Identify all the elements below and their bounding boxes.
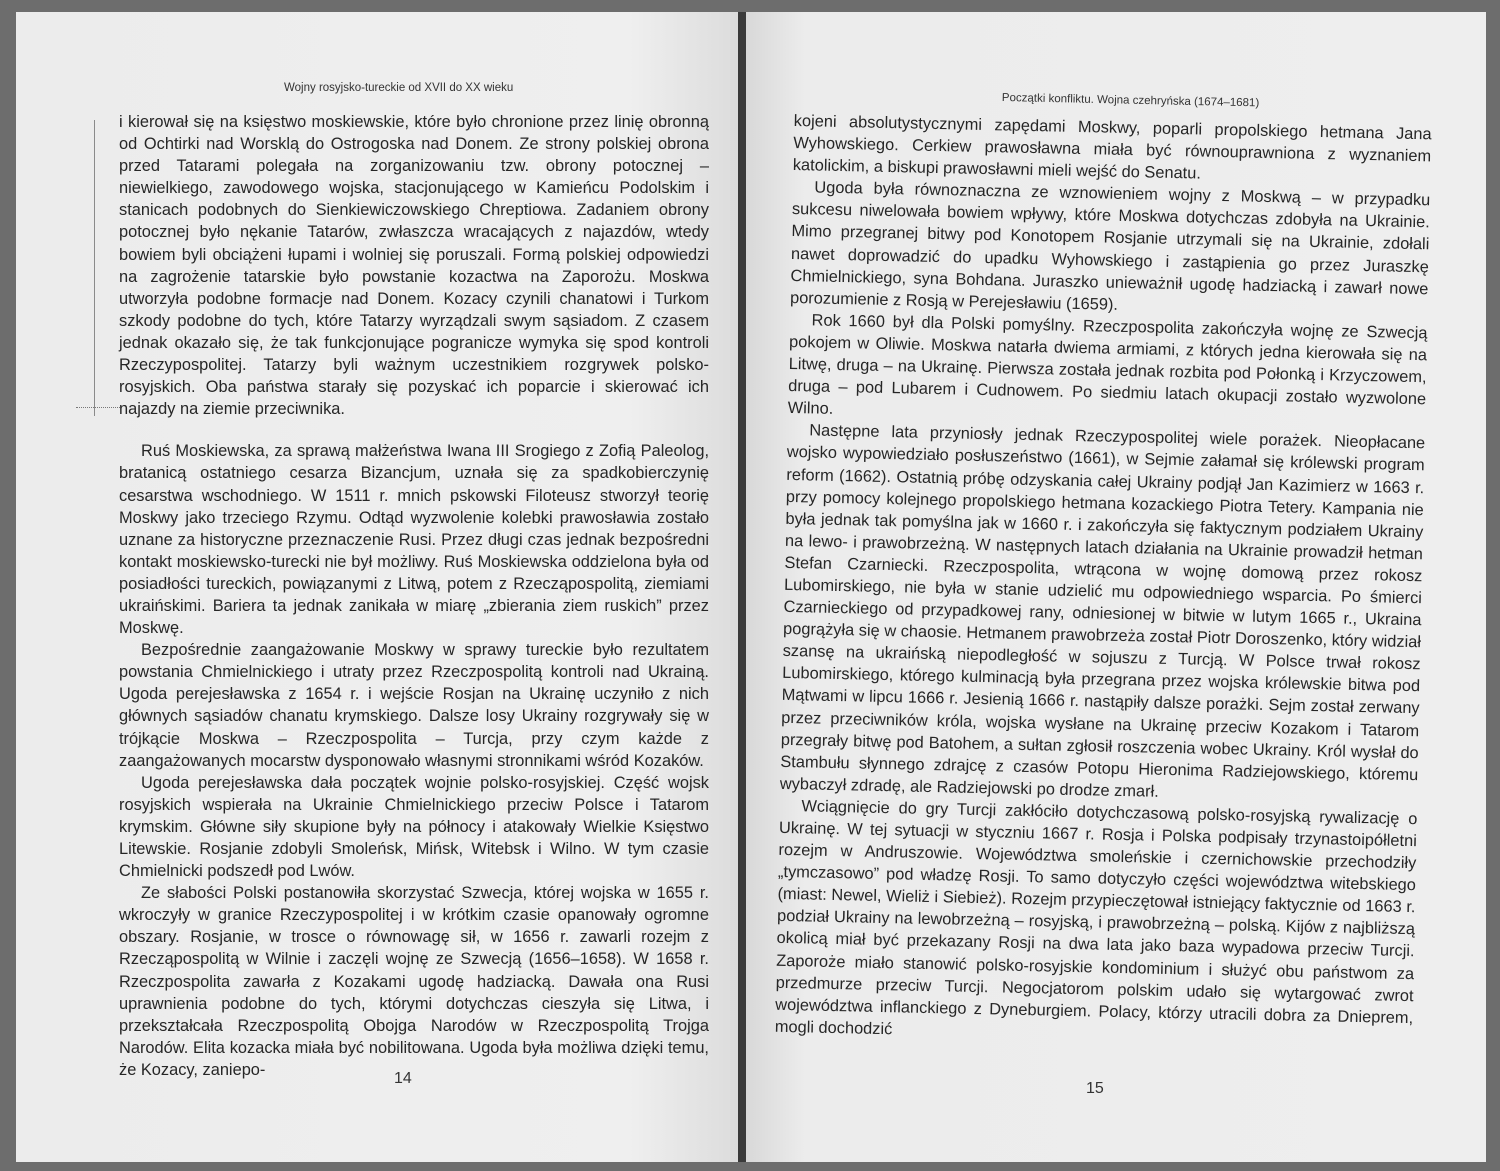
paragraph: Ze słabości Polski postanowiła skorzystać Szwecja, której wojska w 1655 r. wkroczyły w granice Rzeczypospolitej i w krótkim czasie opanowały ogromne obszary. Rosjanie, w trosce o równowagę sił, w 1656 r. zawarli rozejm z Rzecząpospolitą w Wilnie i zaczęli wojnę ze Szwecją (1656–1658). W 1658 r. Rzeczpospolita zawarła z Kozakami ugodę hadziacką. Dawała ona Rusi uprawnienia podobne do tych, którymi dotychczas cieszyła się Litwa, i przekształcała Rzeczpospolitą Obojga Narodów w Rzeczpospolitą Trojga Narodów. Elita kozacka miała być nobilitowana. Ugoda była możliwa dzięki temu, że Kozacy, zaniepo- [119,884,709,1079]
right-page [746,12,1486,1162]
paragraph: Ruś Moskiewska, za sprawą małżeństwa Iwana III Srogiego z Zofią Paleolog, bratanicą ostatniego cesarza Bizancjum, uznała się za spadkobierczynię cesarstwa wschodniego. W 1511 r. mnich pskowski Filoteusz stworzył teorię Moskwy jako trzeciego Rzymu. Odtąd wyzwolenie kolebki prawosławia zostało uznane za historyczne przeznaczenie Rusi. Przez długi czas jednak bezpośredni kontakt moskiewsko-turecki nie był możliwy. Ruś Moskiewska oddzielona była od posiadłości tureckich, powiązanymi z Litwą, potem z Rzecząpospolitą, ziemiami ukraińskimi. Bariera ta jednak zanikała w miarę „zbierania ziem ruskich” przez Moskwę. [119,442,709,638]
left-page-text [119,111,709,1081]
margin-mark-dots [76,407,120,408]
paragraph: Bezpośrednie zaangażowanie Moskwy w sprawy tureckie było rezultatem powstania Chmielnickiego i utraty przez Rzeczpospolitą kontroli nad Ukrainą. Ugoda perejesławska z 1654 r. i wejście Rosjan na Ukrainę uczyniło z nich głównych sąsiadów chanatu krymskiego. Dalsze losy Ukrainy rozgrywały się w trójkącie Moskwa – Rzeczpospolita – Turcja, przy czym każde z zaangażowanych mocarstw dysponowało własnymi stronnikami wśród Kozaków. [119,641,709,770]
margin-mark-line [94,120,95,416]
paragraph: Ugoda była równoznaczna ze wznowieniem wojny z Moskwą – w przypadku sukcesu niwelowała bowiem wpływy, które Moskwa dotychczas zdobyła na Ukrainie. Mimo przegranej bitwy pod Konotopem Rosjanie utrzymali się na Ukrainie, zdołali nawet doprowadzić do upadku Wyhowskiego i zastąpienia go przez Juraszkę Chmielnickiego, syna Bohdana. Juraszko unieważnił ugodę hadziacką i zawarł nowe porozumienie z Rosją w Perejesławiu (1659). [789,178,1431,314]
running-head-left: Wojny rosyjsko-tureckie od XVII do XX wieku [284,82,514,94]
left-page [16,12,738,1162]
page-number-left: 14 [394,1070,412,1087]
running-head-right: Początki konfliktu. Wojna czehryńska (1674–1681) [1001,92,1260,110]
book-spread [16,12,1486,1162]
paragraph: kojeni absolutystycznymi zapędami Moskwy, poparli propolskiego hetmana Jana Wyhowskiego. Cerkiew prawosławna miała być równouprawniona z wyznaniem katolickim, a biskupi prawosławni mieli wejść do Senatu. [792,111,1432,183]
paragraph: Rok 1660 był dla Polski pomyślny. Rzeczpospolita zakończyła wojnę ze Szwecją pokojem w Oliwie. Moskwa natarła dwiema armiami, z których jedna kierowała się na Litwę, druga – na Ukrainę. Pierwsza została jednak rozbita pod Połonką i Krzyczowem, druga – pod Lubarem i Cudnowem. Po siedmiu latach okupacji zostało wyzwolone Wilno. [787,311,1428,419]
paragraph: Ugoda perejesławska dała początek wojnie polsko-rosyjskiej. Część wojsk rosyjskich wspierała na Ukrainie Chmielnickiego przeciw Polsce i Tatarom krymskim. Główne siły skupione były na północy i atakowały Wielkie Księstwo Litewskie. Rosjanie zdobyli Smoleńsk, Mińsk, Witebsk i Wilno. W tym czasie Chmielnicki podszedł pod Lwów. [119,773,709,881]
page-number-right: 15 [1086,1080,1104,1097]
paragraph: i kierował się na księstwo moskiewskie, które było chronione przez linię obronną od Ochtirki nad Worsklą do Ostrogoska nad Donem. Ze strony polskiej obrona przed Tatarami polegała na zorganizowaniu tzw. obrony potocznej – niewielkiego, zawodowego wojska, stacjonującego w Kamieńcu Podolskim i stanicach podobnych do Sienkiewiczowskiego Chreptiowa. Zadaniem obrony potocznej było nękanie Tatarów, zwłaszcza wracających z najazdów, wtedy bowiem byli obciążeni łupami i wolniej się poruszali. Formą polskiej odpowiedzi na zagrożenie tatarskie było powstanie kozactwa na Zaporożu. Moskwa utworzyła podobne formacje nad Donem. Kozacy czynili chanatowi i Turkom szkody podobne do tych, które Tatarzy wyrządzali swym sąsiadom. Z czasem jednak okazało się, że tak funkcjonujące pogranicze wymyka się spod kontroli Rzeczypospolitej. Tatarzy byli ważnym uczestnikiem rozgrywek polsko-rosyjskich. Oba państwa starały się pozyskać ich poparcie i skierować ich najazdy na ziemie przeciwnika. [119,113,709,419]
paragraph: Wciągnięcie do gry Turcji zakłóciło dotychczasową polsko-rosyjską rywalizację o Ukrainę. W tej sytuacji w styczniu 1667 r. Rosja i Polska podpisały trzynastoipółletni rozejm w Andruszowie. Województwa smoleńskie i czernichowskie przechodziły „tymczasowo” pod władzę Rosji. To samo dotyczyło części województwa witebskiego (miast: Newel, Wieliż i Siebież). Rozejm przypieczętował istniejący faktycznie od 1663 r. podział Ukrainy na lewobrzeżną – rosyjską, i prawobrzeżną – polską. Kijów z najbliższą okolicą miał być przekazany Rosji na dwa lata jako baza wypadowa przeciw Turcji. Zaporoże miało stanowić polsko-rosyjskie kondominium i służyć obu państwom za przedmurze przeciw Turcji. Negocjatorom polskim udało się wytargować zwrot województwa inflanckiego z Dyneburgiem. Polacy, którzy utracili dobra za Dnieprem, mogli dochodzić [774,797,1418,1039]
right-page-text [775,110,1432,1051]
paragraph: Następne lata przyniosły jednak Rzeczypospolitej wiele porażek. Nieopłacane wojsko wypowiedziało posłuszeństwo (1661), w Sejmie załamał się królewski program reform (1662). Ostatnią próbę odzyskania całej Ukrainy podjął Jan Kazimierz w 1663 r. przy pomocy kolejnego propolskiego hetmana kozackiego Piotra Tetery. Kampania nie była jednak tak pomyślna jak w 1660 r. i zakończyła się faktycznym podziałem Ukrainy na lewo- i prawobrzeżną. W następnych latach działania na Ukrainie prowadził hetman Stefan Czarniecki. Rzeczpospolita, wtrącona w wojnę domową przez rokosz Lubomirskiego, nie była w stanie udzielić mu odpowiedniego wsparcia. Po śmierci Czarnieckiego od przypadkowej rany, odniesionej w bitwie w lutym 1665 r., Ukraina pogrążyła się w chaosie. Hetmanem prawobrzeża został Piotr Doroszenko, który widział szansę na ukraińską niepodległość w sojuszu z Turcją. W Polsce trwał rokosz Lubomirskiego, którego kulminacją była przegrana przez wojska królewskie bitwa pod Mątwami w lipcu 1666 r. Jesienią 1666 r. nastąpiły dalsze porażki. Sejm został zerwany przez przeciwników króla, wojska wysłane na Ukrainę przeciw Kozakom i Tatarom przegrały bitwę pod Batohem, a sułtan zgłosił roszczenia wobec Ukrainy. Król wysłał do Stambułu słynnego zdrajcę z czasów Potopu Hieronima Radziejowskiego, któremu wybaczył zdradę, ale Radziejowski po drodze zmarł. [779,421,1426,801]
